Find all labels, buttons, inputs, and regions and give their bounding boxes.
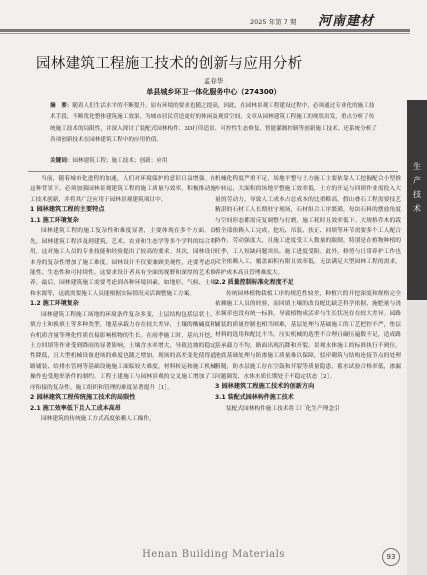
heading-section-3: 3 园林建筑工程施工技术的创新方向 <box>215 383 315 391</box>
paragraph: 园林建筑工程施工场地的环境条件复杂多变，土层结构包括层状土、填方土和换填土等多种类型。地基承载力存在较大差异，土壤的酸碱度和有机质含量等理化性质直接影响植物的生长。在雨季施工时，基坑开挖、土方回填等作业受到降雨的显著影响，土壤含水率增大，导致边坡的稳定性降低，且大型机械设备进场的难度也随之增加。现场的高差变化使得道路铺装、给排水管网等基础设施施工面临较大难度，材料转运和施工机械操作也受地形条件的制约。工程土建施工与园林景观的交叉施工增加了工序衔接的复杂性。施工组织和管理的难度显著提升［1］。 <box>30 311 216 391</box>
header-rule-thin <box>0 33 410 34</box>
author-affiliation: 单县城乡环卫一体化服务中心（274300） <box>146 88 281 96</box>
right-column <box>215 174 401 414</box>
paragraph: 装配式园林构件施工技术将工厂化生产理念引 <box>226 405 340 412</box>
keywords-text: 园林建筑工程；施工技术；创新；应用 <box>72 158 168 164</box>
abstract-text: 随着人们生活水平的不断提升，原有环境的要求也随之提高，因此，在园林景观工程建设过程中，必须通过专业化的施工技术手段，不断优化整体建筑施工效果，为城市居民营造更好的休闲及观赏空间。文章从园林建筑工程施工的现状出发，重点分析了传统施工技术的局限性，并深入探讨了装配式园林构件、3D打印造景、可控性生态修复、智能灌溉控制等创新施工技术。还系统分析了各项创新技术在园林建筑工程中的应用价值。 <box>50 103 377 143</box>
left-column <box>30 174 216 425</box>
heading-2-1: 2.1 施工效率低下且人工成本高昂 <box>30 404 121 412</box>
footer-journal-name: Henan Building Materials <box>142 549 285 560</box>
section-sidebar-label: 生 产 技 术 <box>413 162 421 213</box>
journal-name: 河南建材 <box>318 14 375 29</box>
abstract-label: 摘 要： <box>50 103 73 109</box>
paragraph: 园林建筑的传统施工方式高度依赖人工操作， <box>41 416 155 423</box>
paragraph: 园林建筑工程的施工复杂性和难度显著，主要体现在多个方面。首先，园林建筑工程涉及到建筑、艺术、农业和生态学等多个学科的综合利用，这对施工人员的专业技能和经验提出了较高的要求。其次，园林设计本身的复杂性增加了施工难度。园林设计不仅要兼顾美观性，还要考虑功能性、生态性和可持续性。这要求设计者具有全面的视野和深厚的艺术修养，最后，园林建筑施工需要考虑到各种环境因素，如地形、气候、土壤和水源等，这就需要施工人员能根据实际情况灵活调整施工方案。 <box>30 228 216 297</box>
paragraph: 传统园林植物栽植工序的规范性较差，种植穴的开挖深度和规格完全依赖施工人员的经验，而回填土壤的改良配比缺乏科学依据，施肥量与浇水频率也没有统一标准，导致植物成活率与生长状况存在较大差异。园路铺装的质量控制也相当困难，基层处理与基础施工的工艺把控不严，垫层材料的选用和配比不当，压实机械的选型不合理且碾压遍数不足，造成路基承载力不均，路面出现沉降和开裂。景观水体施工的标准执行不到位，池底基础处理与防渗施工质量难以保障，驳岸砌筑与结构连接节点的处理粗糙，防水层施工存在空鼓和开裂等质量隐患，蓄水试验合格率低，渗漏问题频发，水体水质长期处于不稳定状态［2］。 <box>215 290 401 380</box>
page-edge-band <box>407 300 427 575</box>
page-number: 93 <box>382 548 400 566</box>
author-name: 孟春华 <box>203 77 224 85</box>
paragraph: 机械化程度严重不足，场地平整与土方施工主要依靠人工挖掘配合小型推车转运，大面积的场地平整施工效率低，土方的开运与回填作业需投入大量的劳动力，导致人工成本占总成本的比重略高。假山叠石工程需要技艺精湛的石材工人长期驻守现场，石材组合工序繁琐，每块石料的摆放角度与空间形态都需反复调整与打磨，施工耗时且效率低下。大规格乔木的栽植全部依赖人工完成，挖坑、吊装、扶正、回填等环节需要多个工人配合协作，劳动强度大，且施工进度受工人数量的限制，特别是在植物种植的旺季，工人短缺问题突出，施工进度受阻。此外，修剪与日常养护工作也完全依赖人工，覆盖面积有限且效率低，无法满足大型园林工程的需求，养护成本高且管理难度大。 <box>215 176 401 276</box>
heading-2-2: 2.2 质量控制标准化程度不足 <box>215 279 294 287</box>
heading-1-1: 1.1 施工环境复杂 <box>30 216 79 224</box>
heading-1-2: 1.2 施工环境复杂 <box>30 300 79 308</box>
keywords-label: 关键词： <box>50 158 73 164</box>
issue-label: 2025 年第 7 期 <box>250 18 297 26</box>
abstract <box>50 101 380 146</box>
header-rule <box>0 29 410 32</box>
heading-3-1: 3.1 装配式园林构件施工技术 <box>215 393 294 401</box>
article-title: 园林建筑工程施工技术的创新与应用分析 <box>36 56 303 72</box>
intro-paragraph: 当前，随着城市化进程的加速，人们对环境保护的意识日益增强。在这种背景下，必须加强园林景观建筑工程的施工质量与效率，积极推动施工技术创新，并将其广泛应用于园林景观建筑项目中。 <box>30 176 216 203</box>
heading-section-2: 2 园林建筑工程传统施工技术的局限性 <box>30 394 136 402</box>
running-header <box>0 0 427 36</box>
keywords <box>50 156 380 164</box>
section-divider <box>28 171 398 172</box>
heading-section-1: 1 园林建筑工程的主要特点 <box>30 206 105 214</box>
